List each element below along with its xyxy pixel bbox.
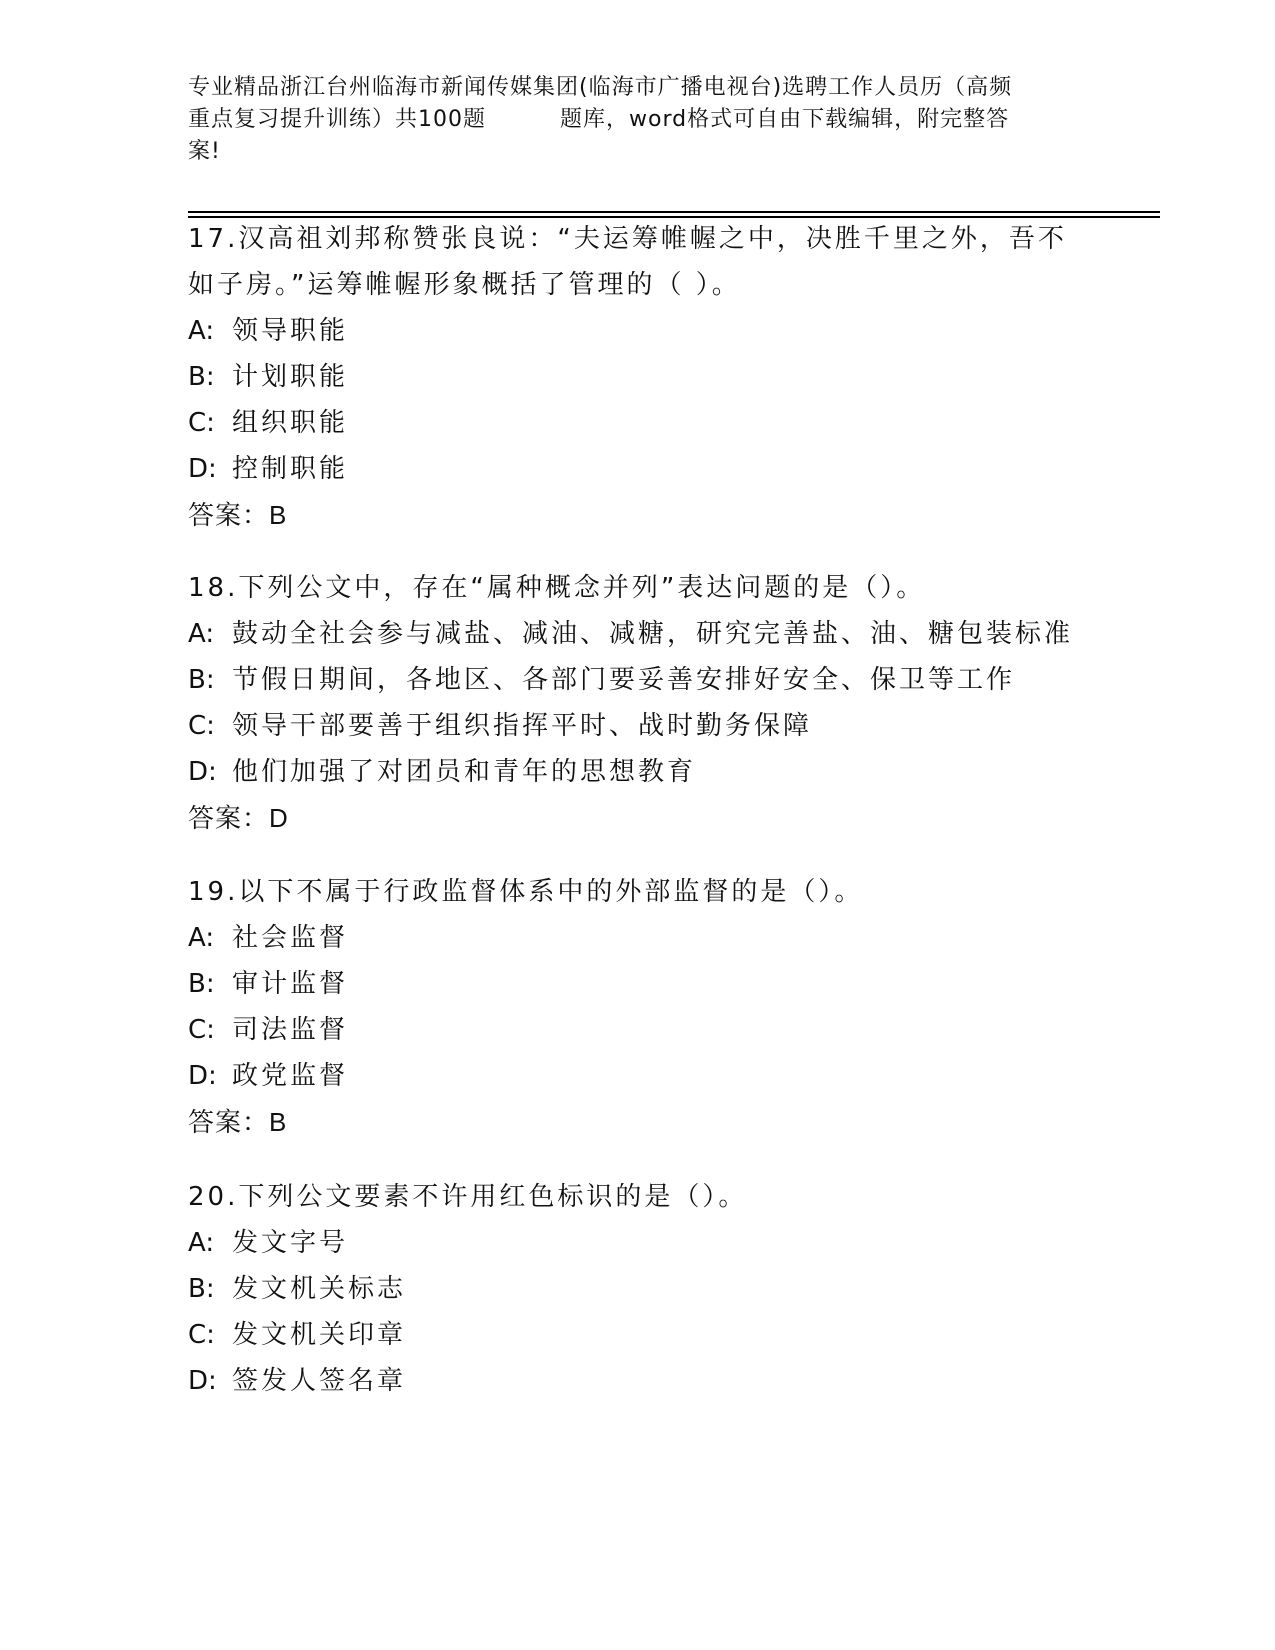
- option-c: C: 发文机关印章: [188, 1320, 407, 1350]
- question-text: [188, 1174, 1088, 1220]
- option-b: B: 发文机关标志: [188, 1274, 407, 1304]
- question-line-1: 19.以下不属于行政监督体系中的外部监督的是（）。: [188, 877, 864, 907]
- option-d: D: 控制职能: [188, 454, 349, 484]
- answer: 答案：B: [188, 500, 288, 530]
- question-text: [188, 869, 1088, 915]
- option-b: B: 计划职能: [188, 362, 349, 392]
- question-18: [188, 565, 1088, 841]
- option-c: C: 领导干部要善于组织指挥平时、战时勤务保障: [188, 711, 813, 741]
- document-header: [188, 72, 1088, 168]
- option-d: D: 政党监督: [188, 1061, 349, 1091]
- question-text: [188, 565, 1088, 611]
- question-line-1: 18.下列公文中，存在“属种概念并列”表达问题的是（）。: [188, 573, 926, 603]
- answer: 答案：B: [188, 1107, 288, 1137]
- header-line-1: 专业精品浙江台州临海市新闻传媒集团(临海市广播电视台)选聘工作人员历（高频: [188, 75, 1013, 100]
- question-line-2: 如子房。”运筹帷幄形象概括了管理的（ ）。: [188, 270, 741, 300]
- header-line-2b: 题库，word格式可自由下载编辑，附完整答: [560, 107, 1010, 132]
- option-a: A: 发文字号: [188, 1228, 349, 1258]
- header-line-2a: 重点复习提升训练）共100题: [188, 107, 486, 132]
- option-a: A: 社会监督: [188, 923, 349, 953]
- option-c: C: 组织职能: [188, 408, 349, 438]
- option-d: D: 他们加强了对团员和青年的思想教育: [188, 757, 697, 787]
- option-b: B: 审计监督: [188, 969, 349, 999]
- question-line-1: 17.汉高祖刘邦称赞张良说：“夫运筹帷幄之中，决胜千里之外，吾不: [188, 224, 1067, 254]
- question-20: [188, 1174, 1088, 1404]
- option-a: A: 鼓动全社会参与减盐、减油、减糖，研究完善盐、油、糖包装标准: [188, 619, 1074, 649]
- option-a: A: 领导职能: [188, 316, 349, 346]
- question-line-1: 20.下列公文要素不许用红色标识的是（）。: [188, 1182, 748, 1212]
- question-text: [188, 216, 1088, 308]
- header-line-2: [188, 104, 1088, 136]
- header-divider-top: [188, 211, 1160, 213]
- question-17: [188, 216, 1088, 538]
- answer: 答案：D: [188, 803, 289, 833]
- header-line-3: 案!: [188, 139, 221, 164]
- option-b: B: 节假日期间，各地区、各部门要妥善安排好安全、保卫等工作: [188, 665, 1016, 695]
- question-19: [188, 869, 1088, 1145]
- option-d: D: 签发人签名章: [188, 1366, 407, 1396]
- option-c: C: 司法监督: [188, 1015, 349, 1045]
